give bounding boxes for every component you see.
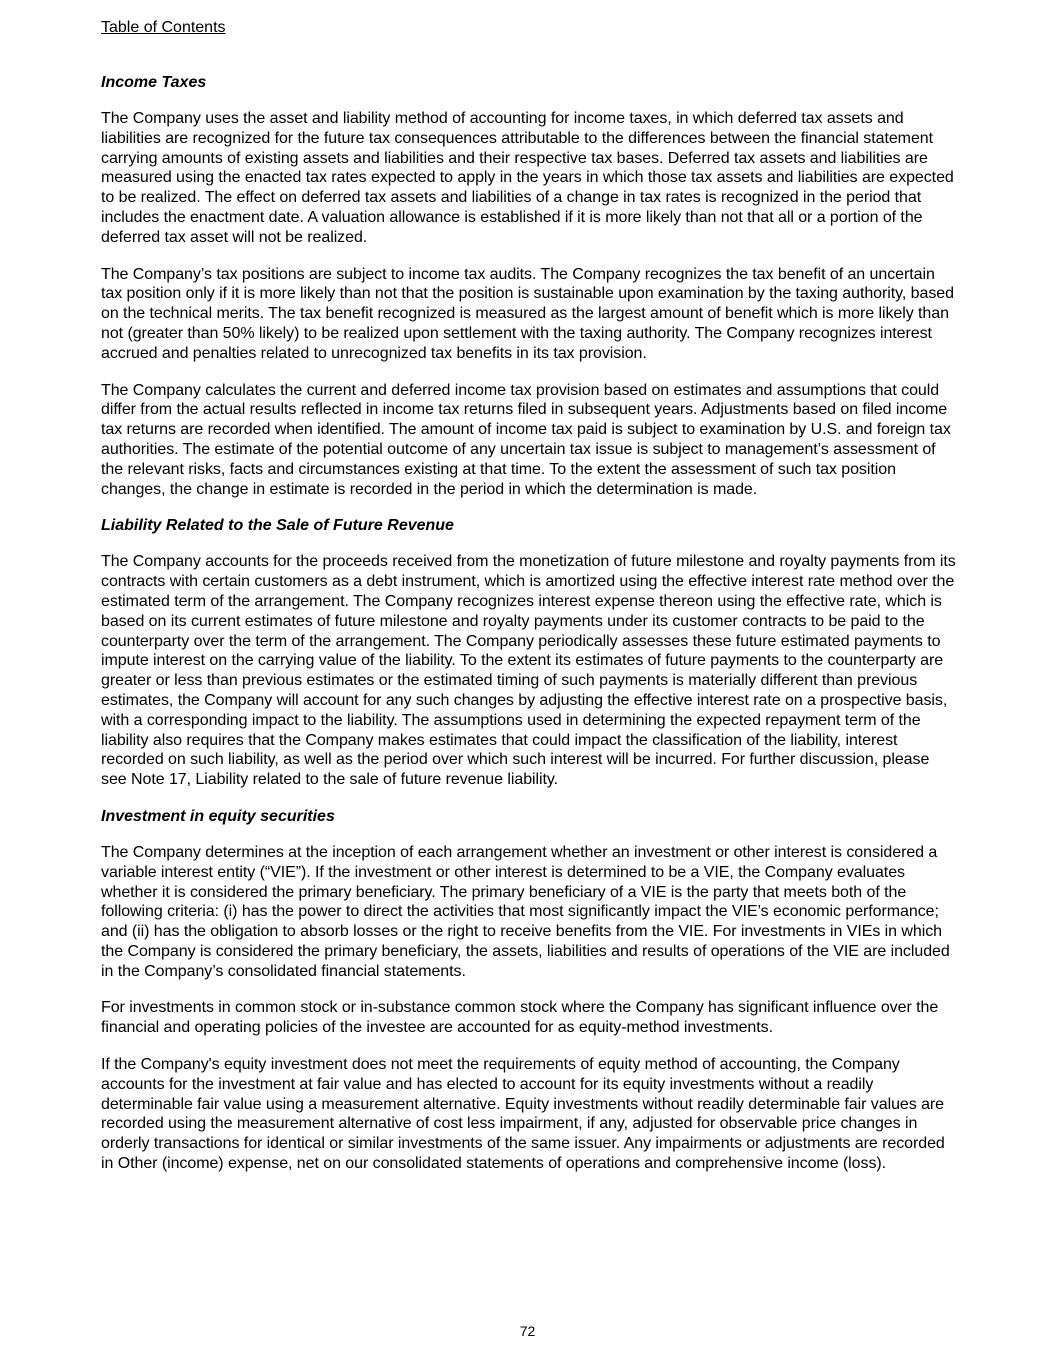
section-heading-liability-future-revenue: Liability Related to the Sale of Future Revenue xyxy=(101,517,454,535)
paragraph: The Company determines at the inception of each arrangement whether an investment or other interest is considered a variable interest entity (“VIE”). If the investment or other interest is determined to be a VIE, the Company evaluates whether it is considered the primary beneficiary. The primary beneficiary of a VIE is the party that meets both of the following criteria: (i) has the power to direct the activities that most significantly impact the VIE’s economic performance; and (ii) has the obligation to absorb losses or the right to receive benefits from the VIE. For investments in VIEs in which the Company is considered the primary beneficiary, the assets, liabilities and results of operations of the VIE are included in the Company’s consolidated financial statements. xyxy=(101,843,950,980)
document-page xyxy=(101,18,957,1191)
paragraph: The Company accounts for the proceeds received from the monetization of future milestone and royalty payments from its contracts with certain customers as a debt instrument, which is amortized using the effective interest rate method over the estimated term of the arrangement. The Company recognizes interest expense thereon using the effective rate, which is based on its current estimates of future milestone and royalty payments under its customer contracts to be paid to the counterparty over the term of the arrangement. The Company periodically assesses these future estimated payments to impute interest on the carrying value of the liability. To the extent its estimates of future payments to the counterparty are greater or less than previous estimates or the estimated timing of such payments is materially different than previous estimates, the Company will account for any such changes by adjusting the effective interest rate on a prospective basis, with a corresponding impact to the liability. The assumptions used in determining the expected repayment term of the liability also requires that the Company makes estimates that could impact the classification of the liability, interest recorded on such liability, as well as the period over which such interest will be incurred. For further discussion, please see Note 17, Liability related to the sale of future revenue liability. xyxy=(101,553,956,789)
section-heading-income-taxes: Income Taxes xyxy=(101,74,207,91)
section-equity-securities xyxy=(101,807,957,1174)
section-income-taxes xyxy=(101,73,957,499)
page-number: 72 xyxy=(519,1323,536,1339)
table-of-contents-link[interactable]: Table of Contents xyxy=(101,19,226,36)
paragraph: The Company uses the asset and liability method of accounting for income taxes, in which deferred tax assets and liabilities are recognized for the future tax consequences attributable to the differences between the financial statement carrying amounts of existing assets and liabilities and their respective tax bases. Deferred tax assets and liabilities are measured using the enacted tax rates expected to apply in the years in which those tax assets and liabilities are expected to be realized. The effect on deferred tax assets and liabilities of a change in tax rates is recognized in the period that includes the enactment date. A valuation allowance is established if it is more likely than not that all or a portion of the deferred tax asset will not be realized. xyxy=(101,110,954,246)
paragraph: The Company’s tax positions are subject to income tax audits. The Company recognizes the tax benefit of an uncertain tax position only if it is more likely than not that the position is sustainable upon examination by the taxing authority, based on the technical merits. The tax benefit recognized is measured as the largest amount of benefit which is more likely than not (greater than 50% likely) to be realized upon settlement with the taxing authority. The Company recognizes interest accrued and penalties related to unrecognized tax benefits in its tax provision. xyxy=(101,265,954,362)
section-heading-equity-securities: Investment in equity securities xyxy=(101,807,335,825)
paragraph: The Company calculates the current and deferred income tax provision based on estimates and assumptions that could differ from the actual results reflected in income tax returns filed in subsequent years. Adjustments based on filed income tax returns are recorded when identified. The amount of income tax paid is subject to examination by U.S. and foreign tax authorities. The estimate of the potential outcome of any uncertain tax issue is subject to management’s assessment of the relevant risks, facts and circumstances existing at that time. To the extent the assessment of such tax position changes, the change in estimate is recorded in the period in which the determination is made. xyxy=(101,381,951,498)
paragraph: If the Company's equity investment does not meet the requirements of equity method of accounting, the Company accounts for the investment at fair value and has elected to account for its equity investments without a readily determinable fair value using a measurement alternative. Equity investments without readily determinable fair values are recorded using the measurement alternative of cost less impairment, if any, adjusted for observable price changes in orderly transactions for identical or similar investments of the same issuer. Any impairments or adjustments are recorded in Other (income) expense, net on our consolidated statements of operations and comprehensive income (loss). xyxy=(101,1056,945,1173)
paragraph: For investments in common stock or in-substance common stock where the Company has significant influence over the financial and operating policies of the investee are accounted for as equity-method investments. xyxy=(101,999,939,1037)
section-liability-future-revenue xyxy=(101,516,957,790)
